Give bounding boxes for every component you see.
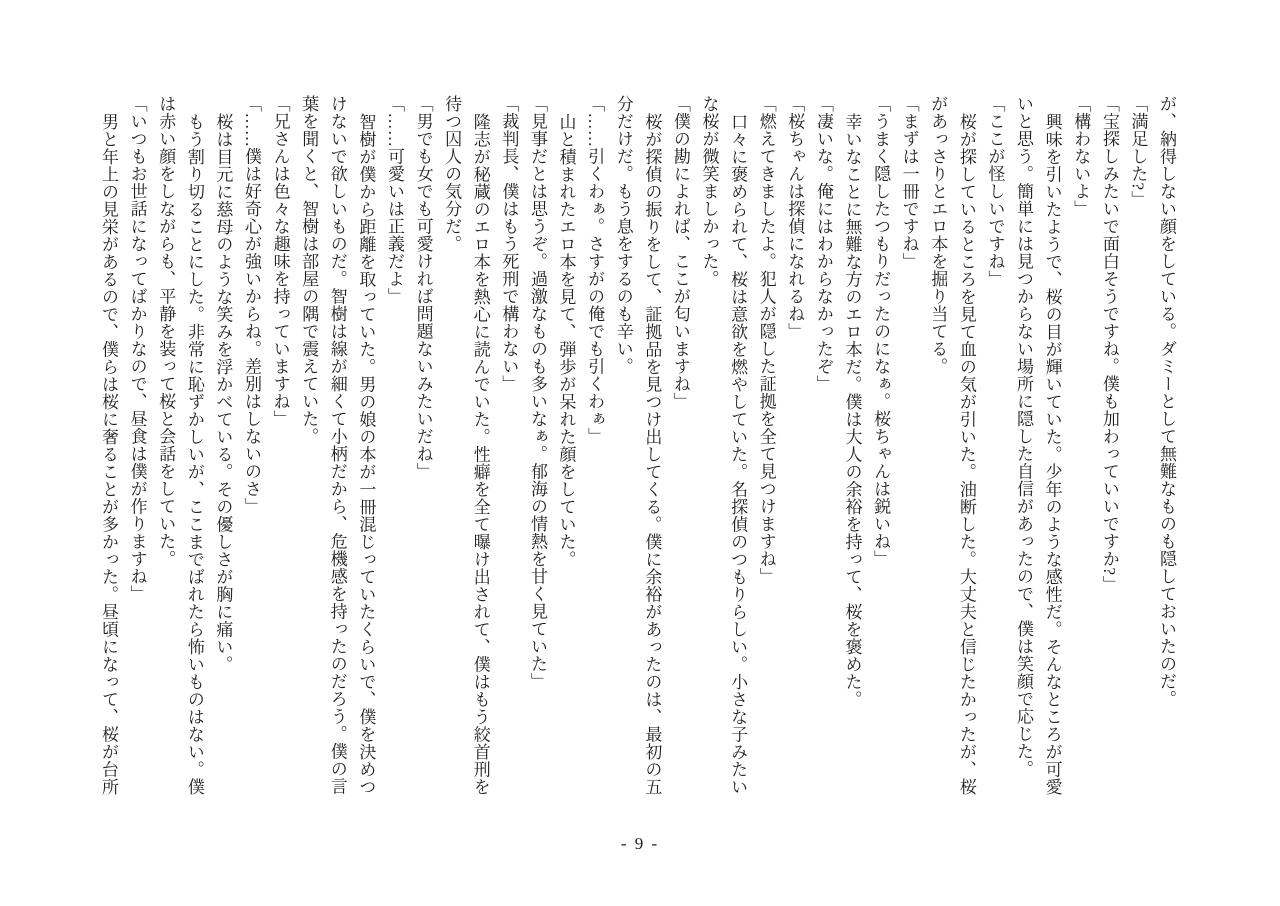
vertical-text-block	[93, 95, 1180, 825]
text-line: 口々に褒められて、桜は意欲を燃やしていた。名探偵のつもりらしい。小さな子みたい	[728, 112, 748, 795]
text-line: 「……僕は好奇心が強いからね。差別はしないのさ」	[242, 95, 261, 515]
text-line: な桜が微笑ましかった。	[699, 95, 719, 288]
text-line: 「いつもお世話になってばかりなので、昼食は僕が作りますね」	[127, 95, 147, 603]
text-line: 「凄いな。俺にはわからなかったぞ」	[813, 95, 833, 393]
text-line: もう割り切ることにした。非常に恥ずかしいが、ここまでばれたら怖いものはない。僕	[184, 112, 204, 795]
text-line: 「男でも女でも可愛ければ問題ないみたいだね」	[413, 95, 433, 480]
text-line: 桜が探しているところを見て血の気が引いた。油断した。大丈夫と信じたかったが、桜	[956, 112, 976, 795]
text-line: 桜は目元に慈母のような笑みを浮かべている。その優しさが胸に痛い。	[213, 112, 233, 673]
text-line: 待つ囚人の気分だ。	[442, 95, 462, 253]
text-line: 「見事だとは思うぞ。過激なものも多いなぁ。郁海の情熱を甘く見ていた」	[527, 95, 547, 690]
text-line: 智樹が僕から距離を取っていた。男の娘の本が一冊混じっていたくらいで、僕を決めつ	[356, 112, 376, 795]
text-line: 「燃えてきましたよ。犯人が隠した証拠を全て見つけますね」	[756, 95, 776, 585]
text-line: 分だけだ。もう息をするのも辛い。	[613, 95, 633, 375]
text-line: 隆志が秘蔵のエロ本を熱心に読んでいた。性癖を全て曝け出されて、僕はもう絞首刑を	[470, 112, 490, 795]
text-line: 「宝探しみたいで面白そうですね。僕も加わっていいですか?」	[1099, 95, 1119, 594]
text-line: が、納得しない顔をしている。ダミーとして無難なものも隠しておいたのだ。	[1157, 95, 1176, 708]
text-line: は赤い顔をしながらも、平静を装って桜と会話をしていた。	[156, 95, 176, 568]
text-line: 葉を聞くと、智樹は部屋の隅で震えていた。	[299, 95, 319, 445]
text-line: 桜が探偵の振りをして、証拠品を見つけ出してくる。僕に余裕があったのは、最初の五	[642, 112, 662, 795]
text-line: 「構わないよ」	[1071, 95, 1091, 218]
page-number: - 9 -	[620, 834, 660, 853]
text-line: 幸いなことに無難な方のエロ本だ。僕は大人の余裕を持って、桜を褒めた。	[842, 112, 862, 708]
text-line: 「……可愛いは正義だよ」	[384, 95, 404, 305]
text-line: 「まずは一冊ですね」	[899, 95, 919, 270]
text-line: 「裁判長、僕はもう死刑で構わない」	[499, 95, 519, 393]
text-line: 「……引くわぁ。さすがの俺でも引くわぁ」	[585, 95, 605, 445]
text-line: 男と年上の見栄があるので、僕らは桜に奢ることが多かった。昼頃になって、桜が台所	[99, 112, 119, 795]
text-line: 山と積まれたエロ本を見て、弾歩が呆れた顔をしていた。	[556, 112, 576, 568]
text-line: 「満足した?」	[1128, 95, 1148, 209]
text-line: 「兄さんは色々な趣味を持っていますね」	[270, 95, 290, 428]
text-line: 「うまく隠したつもりだったのになぁ。桜ちゃんは鋭いね」	[871, 95, 891, 568]
text-line: いと思う。簡単には見つからない場所に隠した自信があったので、僕は笑顔で応じた。	[1014, 95, 1034, 778]
text-line: 「桜ちゃんは探偵になれるね」	[785, 95, 805, 340]
text-line: 「ここが怪しいですね」	[985, 95, 1005, 288]
text-line: けないで欲しいものだ。智樹は線が細くて小柄だから、危機感を持ったのだろう。僕の言	[327, 95, 347, 795]
text-line: があっさりとエロ本を掘り当てる。	[928, 95, 948, 375]
text-line: 「僕の勘によれば、ここが匂いますね」	[670, 95, 690, 410]
text-line: 興味を引いたようで、桜の目が輝いていた。少年のような感性だ。そんなところが可愛	[1042, 112, 1062, 795]
